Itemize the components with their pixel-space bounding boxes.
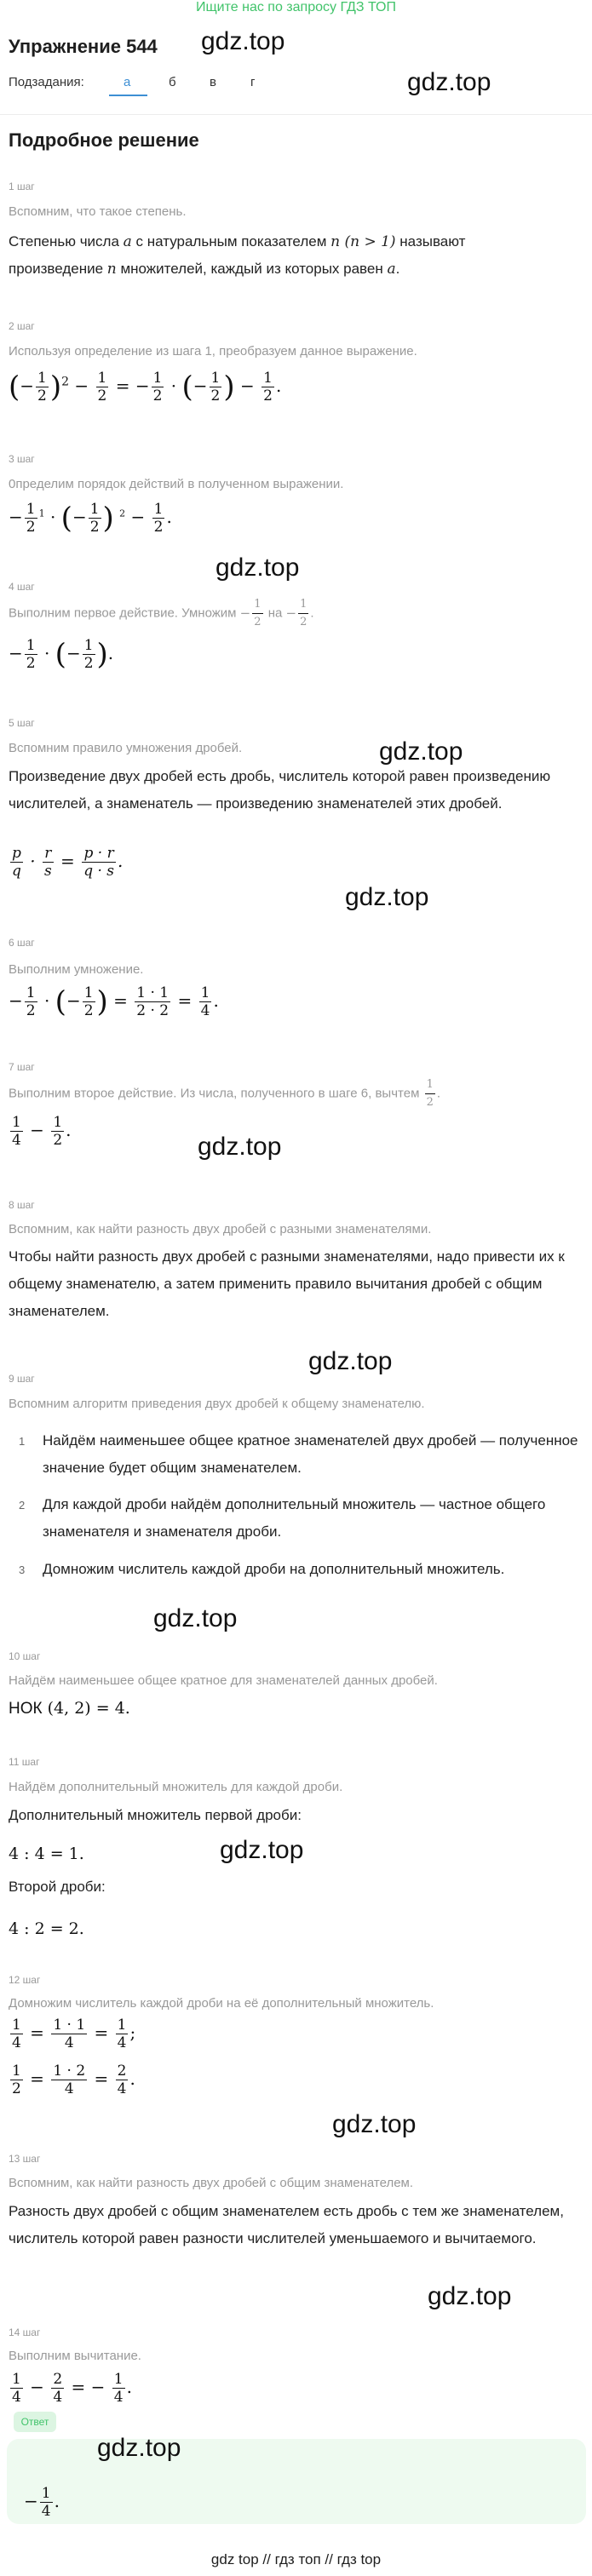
step-hint: Вспомним, что такое степень. (9, 204, 187, 219)
step-hint: Домножим числитель каждой дроби на её дополнительный множитель. (9, 1996, 434, 2011)
step-label: 2 шаг (9, 320, 35, 332)
answer-value: − $\frac{1}{4}$ . (24, 2485, 60, 2520)
step-text: Разность двух дробей с общим знаменателем есть дробь с тем же знаменателем, числитель которой равен разности числителей уменьшаемого и вычитаемого. (9, 2203, 564, 2246)
step-hint: Выполним умножение. (9, 962, 144, 977)
watermark: gdz.top (97, 2434, 181, 2462)
math-expression: $\frac{1}{4}$ = $\frac{1 \cdot 1}{4}$ = $\frac{1}{4}$ ; (12, 2017, 136, 2051)
step-hint: 0пределим порядок действий в полученном выражении. (9, 477, 344, 491)
answer-label: Ответ (14, 2412, 56, 2432)
tab-b[interactable]: б (169, 75, 176, 89)
exercise-title: Упражнение 544 (9, 36, 158, 57)
math-expression: $\frac{1}{4}$ − $\frac{1}{2}$ . (12, 1114, 72, 1149)
math-expression: − $\frac{1}{2}$ · (− $\frac{1}{2}$ ) = $\frac{1 \cdot 1}{2 \cdot 2}$ = $\frac{1}{4}$ . (9, 984, 219, 1019)
step-hint: Выполним первое действие. Умножим − $\frac{1}{2}$ на − $\frac{1}{2}$ . (9, 598, 314, 628)
step-text: Чтобы найти разность двух дробей с разными знаменателями, надо привести их к общему знаменателю, а затем применить правило вычитания дробей с общим знаменателем. (9, 1248, 565, 1319)
step-label: 4 шаг (9, 581, 35, 593)
footer-links[interactable]: gdz top // гдз топ // гдз top (210, 2551, 382, 2567)
watermark: gdz.top (407, 68, 491, 96)
step-text: Степенью числа a с натуральным показателем n (n > 1) называют произведение n множителей, каждый из которых равен a. (9, 233, 466, 278)
math-expression: $\frac{1}{4}$ − $\frac{2}{4}$ = − $\frac{1}{4}$ . (12, 2371, 132, 2406)
step-hint: Выполним вычитание. (9, 2349, 141, 2363)
step-hint: Используя определение из шага 1, преобразуем данное выражение. (9, 344, 417, 359)
math-expression: $\frac{p}{q}$ · $\frac{r}{s}$ = $\frac{p \cdot r}{q \cdot s}$ . (12, 845, 124, 880)
math-expression: $\frac{1}{2}$ = $\frac{1 \cdot 2}{4}$ = $\frac{2}{4}$ . (12, 2063, 135, 2097)
step-hint: Найдём наименьшее общее кратное для знаменателей данных дробей. (9, 1673, 438, 1688)
step-label: 11 шаг (9, 1756, 40, 1768)
watermark: gdz.top (379, 737, 463, 766)
top-search-link[interactable]: Ищите нас по запросу ГДЗ ТОП (196, 0, 396, 14)
math-expression: НОК (4, 2) = 4. (9, 1699, 130, 1718)
step-label: 3 шаг (9, 453, 35, 465)
step-text: Произведение двух дробей есть дробь, числитель которой равен произведению числителей, а знаменатель — произведению знаменателей этих дробей. (9, 768, 551, 812)
step-label: 13 шаг (9, 2153, 41, 2165)
step-label: 5 шаг (9, 717, 35, 729)
tab-a[interactable]: а (124, 75, 131, 89)
math-expression: − $\frac{1}{2}$ · (− $\frac{1}{2}$ ). (9, 637, 114, 672)
step-text: Дополнительный множитель первой дроби: (9, 1807, 302, 1823)
step-label: 14 шаг (9, 2326, 41, 2338)
step-hint: Вспомним, как найти разность двух дробей с общим знаменателем. (9, 2176, 414, 2190)
step-hint: Вспомним правило умножения дробей. (9, 741, 243, 755)
list-item-number: 3 (19, 1563, 26, 1576)
watermark: gdz.top (216, 554, 300, 582)
watermark: gdz.top (198, 1133, 282, 1161)
divider (0, 114, 592, 115)
math-expression: − $\frac{1}{2}$ $^1$ · (− $\frac{1}{2}$ ) $^2$ − $\frac{1}{2}$ . (9, 501, 172, 536)
tab-g[interactable]: г (250, 75, 256, 89)
watermark: gdz.top (308, 1347, 393, 1375)
step-hint: Найдём дополнительный множитель для каждой дроби. (9, 1780, 343, 1794)
math-expression: 4 : 2 = 2. (9, 1919, 84, 1938)
step-label: 10 шаг (9, 1650, 41, 1662)
active-tab-underline (109, 95, 147, 96)
answer-box (7, 2439, 586, 2524)
watermark: gdz.top (153, 1604, 238, 1632)
solution-title: Подробное решение (9, 129, 199, 151)
math-expression: (− $\frac{1}{2}$ )$^2$ − $\frac{1}{2}$ = − $\frac{1}{2}$ · (− $\frac{1}{2}$ ) − $\frac{1}{2}$ . (9, 370, 282, 404)
list-item-number: 1 (19, 1435, 26, 1448)
step-text: Второй дроби: (9, 1879, 106, 1895)
watermark: gdz.top (332, 2110, 417, 2138)
watermark: gdz.top (345, 883, 429, 911)
list-item-number: 2 (19, 1499, 26, 1512)
watermark: gdz.top (428, 2282, 512, 2310)
step-label: 9 шаг (9, 1373, 35, 1385)
math-expression: 4 : 4 = 1. (9, 1845, 84, 1863)
step-label: 7 шаг (9, 1061, 35, 1073)
step-hint: Вспомним алгоритм приведения двух дробей к общему знаменателю. (9, 1397, 425, 1411)
step-hint: Вспомним, как найти разность двух дробей с разными знаменателями. (9, 1222, 432, 1236)
step-label: 1 шаг (9, 181, 35, 192)
list-item: Домножим числитель каждой дроби на дополнительный множитель. (43, 1561, 505, 1577)
subtasks-label: Подзадания: (9, 75, 84, 89)
list-item: Найдём наименьшее общее кратное знаменателей двух дробей — полученное значение будет общим знаменателем. (43, 1432, 578, 1476)
watermark: gdz.top (201, 27, 285, 55)
tab-v[interactable]: в (210, 75, 216, 89)
watermark: gdz.top (220, 1836, 304, 1864)
step-label: 12 шаг (9, 1974, 41, 1986)
step-hint: Выполним второе действие. Из числа, полученного в шаге 6, вычтем $\frac{1}{2}$ . (9, 1078, 441, 1109)
step-label: 8 шаг (9, 1199, 35, 1211)
step-label: 6 шаг (9, 937, 35, 949)
list-item: Для каждой дроби найдём дополнительный множитель — частное общего знаменателя и знаменателя дроби. (43, 1496, 546, 1540)
